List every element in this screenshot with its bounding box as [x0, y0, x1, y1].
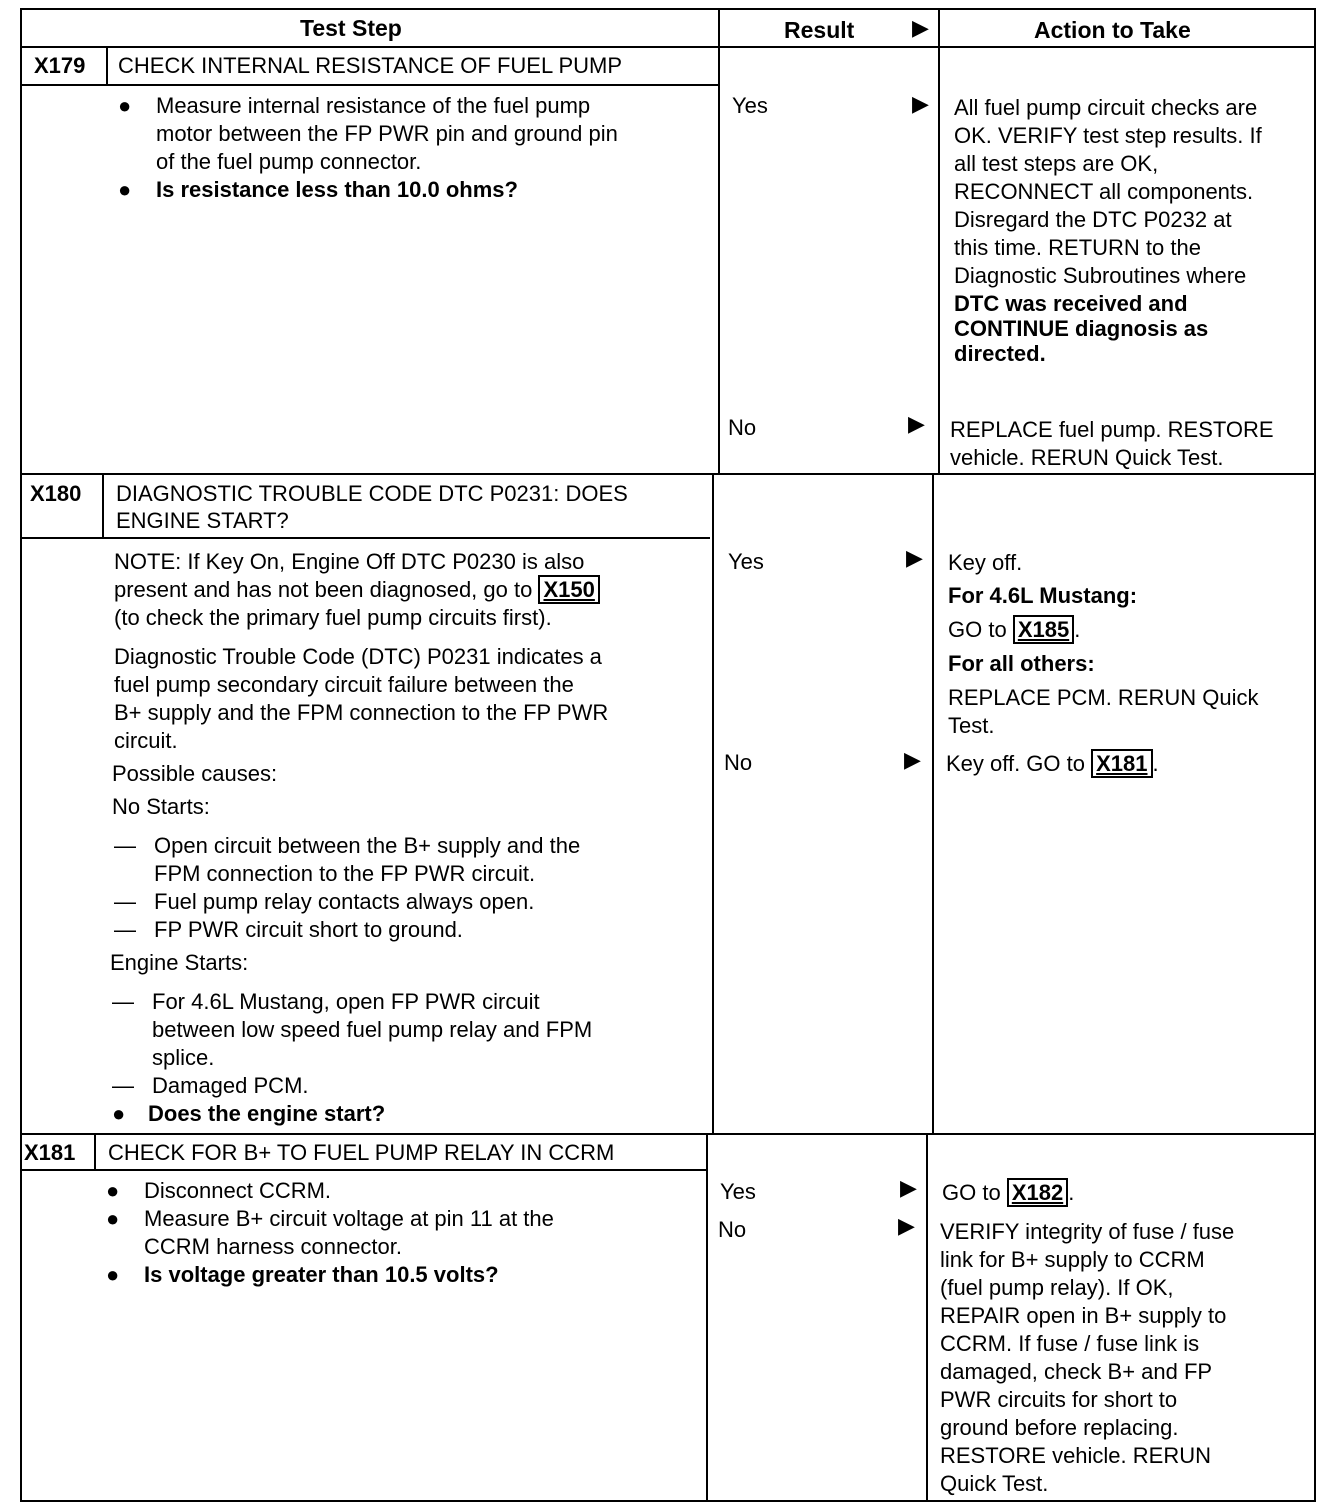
x179-yes-action-line: DTC was received and: [954, 291, 1188, 316]
x180-id-divider: [102, 473, 104, 537]
x179-yes-action-line: Diagnostic Subroutines where: [954, 263, 1247, 288]
dash-icon: —: [112, 1073, 134, 1098]
x180-cause-line: between low speed fuel pump relay and FPM: [152, 1017, 593, 1042]
x181-no-action-line: PWR circuits for short to: [940, 1387, 1178, 1412]
x180-others-action: REPLACE PCM. RERUN Quick: [948, 685, 1259, 710]
result-arrow-icon: ▶: [908, 411, 925, 436]
header-test-step: Test Step: [300, 15, 402, 41]
x181-no-action-line: (fuel pump relay). If OK,: [940, 1275, 1174, 1300]
result-arrow-icon: ▶: [906, 545, 923, 570]
x180-engine-starts: Engine Starts:: [110, 950, 249, 975]
x179-yes-action-line: directed.: [954, 341, 1046, 366]
x180-result-yes: Yes: [728, 549, 764, 574]
x181-reference-link[interactable]: X181: [1091, 749, 1152, 778]
dash-icon: —: [112, 989, 134, 1014]
x180-cause-line: Damaged PCM.: [152, 1073, 309, 1098]
x181-yes-action: GO to X182 .: [942, 1180, 1075, 1205]
x181-title: CHECK FOR B+ TO FUEL PUMP RELAY IN CCRM: [108, 1140, 615, 1165]
header-arrow-icon: ▶: [912, 15, 929, 40]
x181-body-line: CCRM harness connector.: [144, 1234, 402, 1259]
x179-body-line: of the fuel pump connector.: [156, 149, 422, 174]
x179-title-divider: [20, 84, 718, 86]
x180-desc-line: B+ supply and the FPM connection to the FP PWR: [114, 700, 609, 725]
bullet-icon: ●: [106, 1262, 120, 1287]
x181-no-action-line: link for B+ supply to CCRM: [940, 1247, 1205, 1272]
bullet-icon: ●: [106, 1206, 120, 1231]
x179-id: X179: [34, 53, 86, 78]
x179-no-action-line: vehicle. RERUN Quick Test.: [950, 445, 1224, 470]
x181-id: X181: [24, 1140, 76, 1165]
x180-no-action: Key off. GO to X181 .: [946, 751, 1159, 776]
x179-no-action-line: REPLACE fuel pump. RESTORE: [950, 417, 1274, 442]
col-divider-2a: [938, 8, 940, 473]
x180-mustang-label: For 4.6L Mustang:: [948, 583, 1138, 608]
x181-result-no: No: [718, 1217, 747, 1242]
x179-title: CHECK INTERNAL RESISTANCE OF FUEL PUMP: [118, 53, 623, 78]
col-divider-1b: [712, 473, 714, 1133]
x181-no-action-line: VERIFY integrity of fuse / fuse: [940, 1219, 1235, 1244]
x180-cause-line: splice.: [152, 1045, 215, 1070]
bullet-icon: ●: [118, 177, 132, 202]
x180-note-line: (to check the primary fuel pump circuits first).: [114, 605, 552, 630]
x180-desc-line: circuit.: [114, 728, 178, 753]
x180-cause-line: For 4.6L Mustang, open FP PWR circuit: [152, 989, 540, 1014]
no-action-prefix: Key off. GO to: [946, 751, 1085, 776]
x180-no-starts: No Starts:: [112, 794, 210, 819]
x182-reference-link[interactable]: X182: [1007, 1178, 1068, 1207]
row-divider-x181: [20, 1133, 1316, 1135]
x180-others-action: Test.: [948, 713, 995, 738]
bullet-icon: ●: [112, 1101, 126, 1126]
x179-yes-action-line: RECONNECT all components.: [954, 179, 1254, 204]
header-divider: [20, 46, 1316, 48]
result-arrow-icon: ▶: [912, 91, 929, 116]
x180-title-line: DIAGNOSTIC TROUBLE CODE DTC P0231: DOES: [116, 481, 628, 506]
x185-reference-link[interactable]: X185: [1013, 615, 1074, 644]
col-divider-2c: [926, 1133, 928, 1502]
x180-cause-line: FPM connection to the FP PWR circuit.: [154, 861, 536, 886]
x181-question: Is voltage greater than 10.5 volts?: [144, 1262, 499, 1287]
col-divider-1c: [706, 1133, 708, 1502]
x180-desc-line: Diagnostic Trouble Code (DTC) P0231 indicates a: [114, 644, 602, 669]
x180-goto-line: GO to X185 .: [948, 617, 1081, 642]
x181-no-action-line: Quick Test.: [940, 1471, 1049, 1496]
x180-note-line-2: [114, 576, 600, 604]
bullet-icon: ●: [106, 1178, 120, 1203]
x179-body-line: Measure internal resistance of the fuel pump: [156, 93, 591, 118]
x181-no-action-line: ground before replacing.: [940, 1415, 1179, 1440]
x179-yes-action-line: this time. RETURN to the: [954, 235, 1201, 260]
x179-result-yes: Yes: [732, 93, 768, 118]
x180-cause-line: FP PWR circuit short to ground.: [154, 917, 463, 942]
x179-yes-action-line: CONTINUE diagnosis as: [954, 316, 1209, 341]
result-arrow-icon: ▶: [898, 1213, 915, 1238]
x180-result-no: No: [724, 750, 753, 775]
yes-action-prefix: GO to: [942, 1180, 1001, 1205]
x179-question: Is resistance less than 10.0 ohms?: [156, 177, 518, 202]
dash-icon: —: [114, 917, 136, 942]
x179-result-no: No: [728, 415, 757, 440]
x181-body-line: Disconnect CCRM.: [144, 1178, 332, 1203]
x180-cause-line: Fuel pump relay contacts always open.: [154, 889, 535, 914]
x181-no-action-line: REPAIR open in B+ supply to: [940, 1303, 1227, 1328]
x180-others-label: For all others:: [948, 651, 1095, 676]
x181-body-line: Measure B+ circuit voltage at pin 11 at the: [144, 1206, 554, 1231]
x180-key-off: Key off.: [948, 550, 1023, 575]
col-divider-1a: [718, 8, 720, 473]
header-action: Action to Take: [1034, 17, 1191, 43]
x181-title-divider: [20, 1169, 706, 1171]
result-arrow-icon: ▶: [904, 747, 921, 772]
x181-no-action-line: CCRM. If fuse / fuse link is: [940, 1331, 1200, 1356]
result-arrow-icon: ▶: [900, 1175, 917, 1200]
x180-possible-causes: Possible causes:: [112, 761, 278, 786]
x180-title-line: ENGINE START?: [116, 508, 289, 533]
x180-cause-line: Open circuit between the B+ supply and the: [154, 833, 581, 858]
goto-prefix: GO to: [948, 617, 1007, 642]
row-divider-x180: [20, 473, 1316, 475]
x179-id-divider: [106, 46, 108, 84]
x180-question: Does the engine start?: [148, 1101, 386, 1126]
x180-note-text: present and has not been diagnosed, go to: [114, 577, 533, 602]
header-result: Result: [784, 17, 855, 43]
x180-id: X180: [30, 481, 82, 506]
x179-body-line: motor between the FP PWR pin and ground pin: [156, 121, 618, 146]
x181-no-action-line: RESTORE vehicle. RERUN: [940, 1443, 1211, 1468]
dash-icon: —: [114, 889, 136, 914]
col-divider-2b: [932, 473, 934, 1133]
x179-yes-action-line: all test steps are OK,: [954, 151, 1159, 176]
x180-title-divider: [20, 537, 710, 539]
x180-desc-line: fuel pump secondary circuit failure between the: [114, 672, 574, 697]
bullet-icon: ●: [118, 93, 132, 118]
x150-reference-link[interactable]: X150: [538, 575, 599, 604]
x180-note-line: NOTE: If Key On, Engine Off DTC P0230 is also: [114, 549, 585, 574]
x179-yes-action-line: OK. VERIFY test step results. If: [954, 123, 1262, 148]
x181-result-yes: Yes: [720, 1179, 756, 1204]
x179-yes-action-line: Disregard the DTC P0232 at: [954, 207, 1232, 232]
x179-yes-action-line: All fuel pump circuit checks are: [954, 95, 1258, 120]
x181-id-divider: [94, 1133, 96, 1169]
x181-no-action-line: damaged, check B+ and FP: [940, 1359, 1213, 1384]
dash-icon: —: [114, 833, 136, 858]
